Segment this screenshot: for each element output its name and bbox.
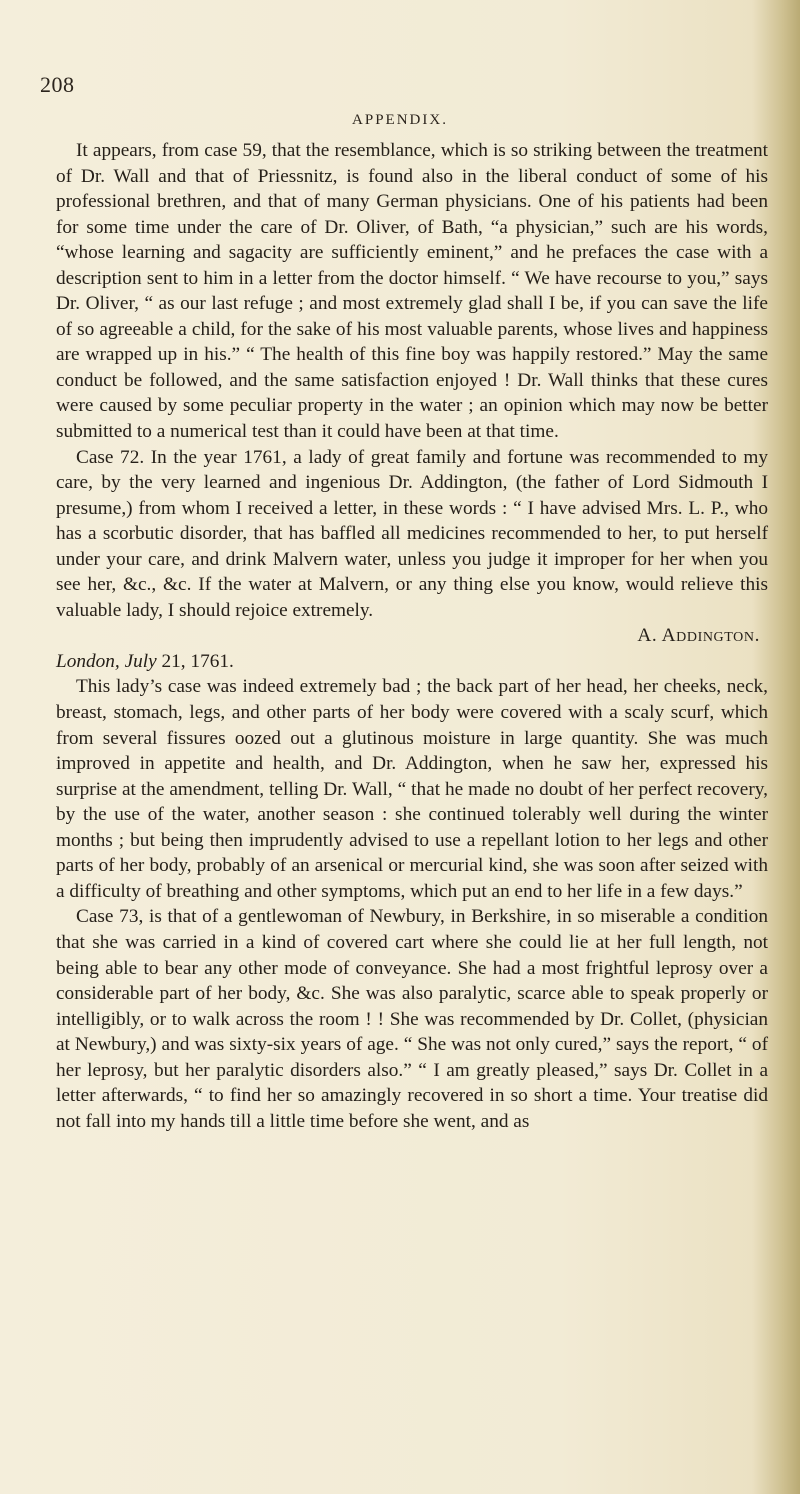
paragraph-case-72: Case 72. In the year 1761, a lady of great family and fortune was recommended to my care, by the very learned and ingenious Dr. Addington, (the father of Lord Sidmouth I presume,) from whom I received a letter, in these words : “ I have advised Mrs. L. P., who has a scorbutic disorder, that has baffled all medicines recommended to her, to put herself under your care, and drink Malvern water, unless you judge it improper for her when you see her, &c., &c. If the water at Malvern, or any thing else you know, would relieve this valuable lady, I should rejoice extremely.	[56, 446, 768, 621]
letter-dateline	[56, 649, 768, 675]
paragraph-case-59: It appears, from case 59, that the resemblance, which is so striking between the treatment of Dr. Wall and that of Priessnitz, is found also in the liberal conduct of some of his professional brethren, and that of many German physicians. One of his patients had been for some time under the care of Dr. Oliver, of Bath, “a physician,” such are his words, “whose learning and sagacity are sufficiently eminent,” and he prefaces the case with a description sent to him in a letter from the doctor himself. “ We have recourse to you,” says Dr. Oliver, “ as our last refuge ; and most extremely glad shall I be, if you can save the life of so agreeable a child, for the sake of his most valuable parents, whose lives and happiness are wrapped up in his.” “ The health of this fine boy was happily restored.” May the same conduct be followed, and the same satisfaction enjoyed ! Dr. Wall thinks that these cures were caused by some peculiar property in the water ; an opinion which may now be better submitted to a numerical test than it could have been at that time.	[56, 140, 768, 443]
paragraph-case-73: Case 73, is that of a gentlewoman of Newbury, in Berkshire, in so miserable a condition that she was carried in a kind of covered cart where she could lie at her full length, not being able to bear any other mode of conveyance. She had a most frightful leprosy over a considerable part of her body, &c. She was also paralytic, scarce able to speak properly or intelligibly, or to walk across the room ! ! She was recommended by Dr. Collet, (physician at Newbury,) and was sixty-six years of age. “ She was not only cured,” says the report, “ of her leprosy, but her paralytic disorders also.” “ I am greatly pleased,” says Dr. Collet in a letter afterwards, “ to find her so amazingly recovered in so short a time. Your treatise did not fall into my hands till a little time before she went, and as	[56, 906, 768, 1132]
paragraph-lady-case: This lady’s case was indeed extremely bad ; the back part of her head, her cheeks, neck, breast, stomach, legs, and other parts of her body were covered with a scaly scurf, which from several fissures oozed out a glutinous moisture in large quantity. She was much improved in appetite and health, and Dr. Addington, when he saw her, expressed his surprise at the amendment, telling Dr. Wall, “ that he made no doubt of her perfect recovery, by the use of the water, another season : she continued tolerably well during the winter months ; but being then imprudently advised to use a repellant lotion to her legs and other parts of her body, probably of an arsenical or mercurial kind, she was soon after seized with a difficulty of breathing and other symptoms, which put an end to her life in a few days.”	[56, 676, 768, 902]
letter-signature: A. Addington.	[637, 625, 760, 647]
dateline-date: 21, 1761.	[156, 650, 234, 672]
page-number: 208	[40, 72, 75, 97]
running-head: APPENDIX.	[352, 112, 448, 128]
dateline-place: London, July	[56, 650, 157, 672]
body-text	[56, 138, 768, 1134]
